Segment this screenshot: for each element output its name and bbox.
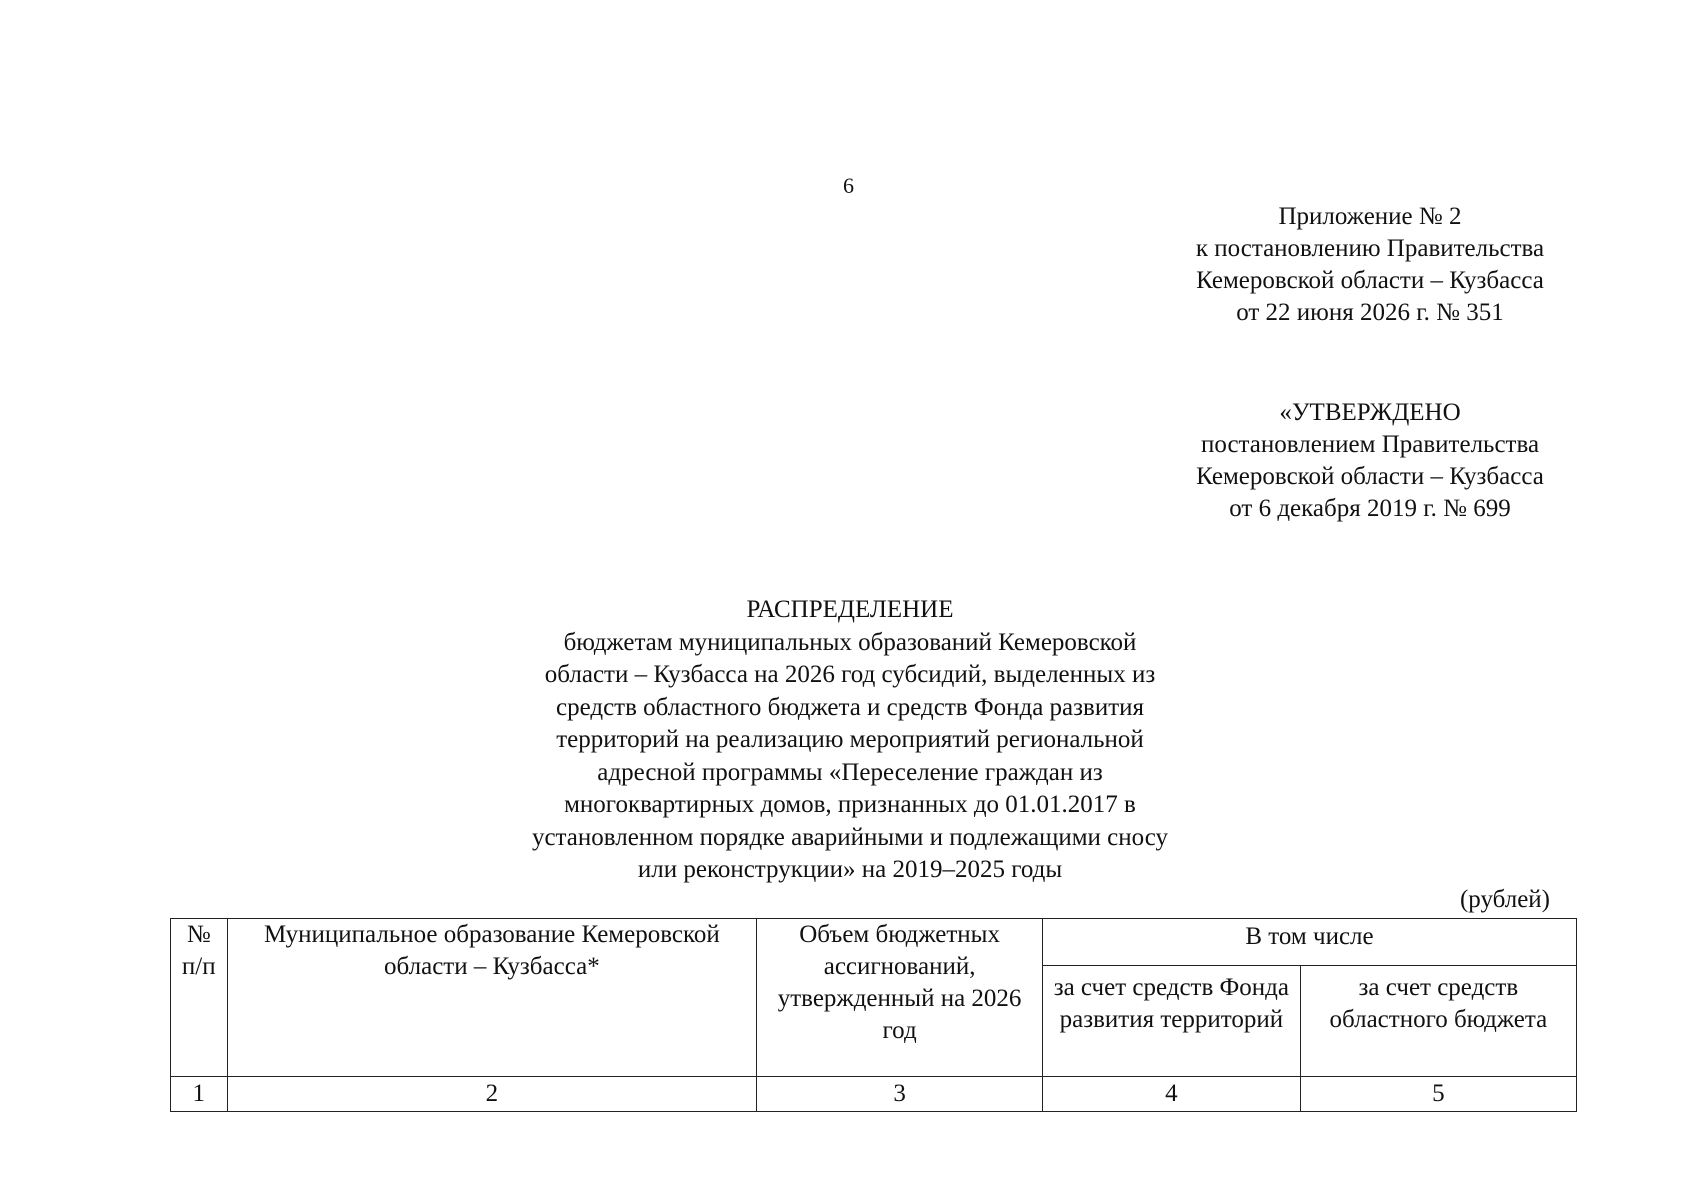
title-line: адресной программы «Переселение граждан из <box>597 758 1103 786</box>
approved-line: Кемеровской области – Кузбасса <box>1196 463 1544 490</box>
page-number: 6 <box>843 173 854 198</box>
appendix-line: от 22 июня 2026 г. № 351 <box>1236 299 1504 326</box>
column-number-cell: 5 <box>1300 1077 1576 1112</box>
appendix-block <box>1160 201 1580 329</box>
column-number-cell: 4 <box>1043 1077 1301 1112</box>
approved-line: постановлением Правительства <box>1200 431 1540 458</box>
units-label: (рублей) <box>1459 886 1550 913</box>
title-line: многоквартирных домов, признанных до 01.01.2017 в <box>564 791 1136 818</box>
table-row <box>171 1077 1577 1112</box>
table-header-row <box>171 919 1577 966</box>
column-number-cell: 2 <box>227 1077 757 1112</box>
column-number-cell: 3 <box>757 1077 1043 1112</box>
title-line: средств областного бюджета и средств Фонда развития <box>555 693 1144 721</box>
title-line: или реконструкции» на 2019–2025 годы <box>637 856 1063 883</box>
title-line: территорий на реализацию мероприятий региональной <box>556 726 1144 753</box>
header-number: № п/п <box>171 919 228 1077</box>
header-regional-budget: за счет средств областного бюджета <box>1300 966 1576 1077</box>
header-territory-fund: за счет средств Фонда развития территорий <box>1043 966 1301 1077</box>
title-line: установленном порядке аварийными и подлежащими сносу <box>531 823 1169 851</box>
title-line: бюджетам муниципальных образований Кемеровской <box>563 628 1137 656</box>
approved-line: от 6 декабря 2019 г. № 699 <box>1229 495 1511 522</box>
document-title <box>450 594 1250 887</box>
approved-line: «УТВЕРЖДЕНО <box>1279 399 1461 426</box>
appendix-line: Кемеровской области – Кузбасса <box>1196 267 1544 294</box>
column-number-cell: 1 <box>171 1077 228 1112</box>
header-municipality: Муниципальное образование Кемеровской области – Кузбасса* <box>227 919 757 1077</box>
distribution-table <box>170 918 1577 1112</box>
approved-block <box>1160 397 1580 525</box>
header-including: В том числе <box>1043 919 1577 966</box>
title-line: области – Кузбасса на 2026 год субсидий, выделенных из <box>544 661 1156 688</box>
title-heading: РАСПРЕДЕЛЕНИЕ <box>746 596 954 623</box>
appendix-line: Приложение № 2 <box>1278 203 1462 230</box>
appendix-line: к постановлению Правительства <box>1195 235 1545 262</box>
header-budget-volume: Объем бюджетных ассигнований, утвержденный на 2026 год <box>757 919 1043 1077</box>
